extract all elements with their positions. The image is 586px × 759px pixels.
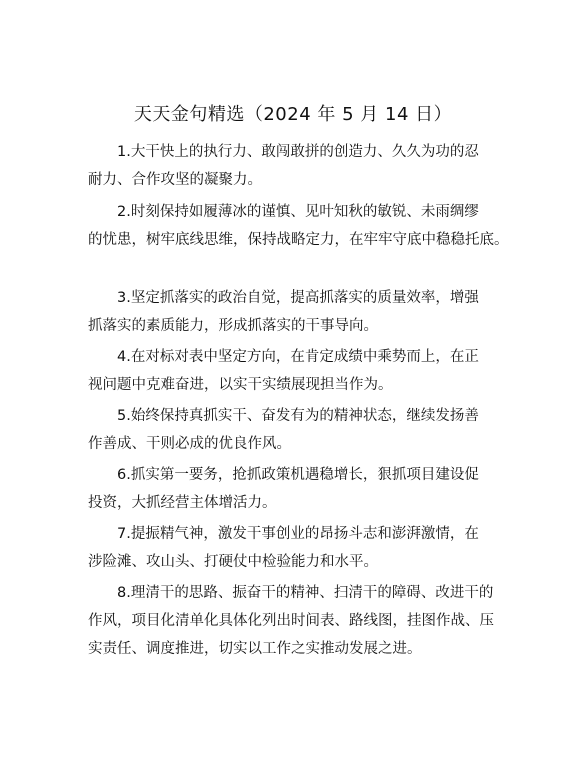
paragraph-line: 作善成、干则必成的优良作风。 bbox=[88, 436, 291, 452]
paragraph-line: 实责任、调度推进，切实以工作之实推动发展之进。 bbox=[88, 641, 422, 657]
paragraph-6 bbox=[88, 461, 528, 517]
paragraph-line: 6.抓实第一要务，抢抓政策机遇稳增长，狠抓项目建设促 bbox=[117, 467, 479, 483]
paragraph-line: 5.始终保持真抓实干、奋发有为的精神状态，继续发扬善 bbox=[117, 408, 479, 424]
paragraph-4 bbox=[88, 343, 528, 399]
paragraph-line: 4.在对标对表中坚定方向，在肯定成绩中乘势而上，在正 bbox=[117, 349, 479, 365]
paragraph-line: 3.坚定抓落实的政治自觉，提高抓落实的质量效率，增强 bbox=[117, 290, 479, 306]
paragraph-line: 2.时刻保持如履薄冰的谨慎、见叶知秋的敏锐、未雨绸缪 bbox=[117, 204, 479, 220]
paragraph-8 bbox=[88, 579, 528, 663]
paragraph-5 bbox=[88, 402, 528, 458]
page-title: 天天金句精选（2024 年 5 月 14 日） bbox=[133, 104, 453, 125]
paragraph-line: 1.大干快上的执行力、敢闯敢拼的创造力、久久为功的忍 bbox=[117, 144, 479, 160]
paragraph-line: 耐力、合作攻坚的凝聚力。 bbox=[88, 172, 262, 188]
paragraph-line: 抓落实的素质能力，形成抓落实的干事导向。 bbox=[88, 318, 378, 334]
paragraph-line: 投资，大抓经营主体增活力。 bbox=[88, 495, 277, 511]
paragraph-2 bbox=[88, 198, 528, 254]
paragraph-7 bbox=[88, 520, 528, 576]
paragraph-line: 视问题中克难奋进，以实干实绩展现担当作为。 bbox=[88, 377, 393, 393]
paragraph-line: 作风，项目化清单化具体化列出时间表、路线图，挂图作战、压 bbox=[88, 613, 494, 629]
paragraph-line: 8.理清干的思路、振奋干的精神、扫清干的障碍、改进干的 bbox=[117, 585, 494, 601]
paragraph-1 bbox=[88, 138, 528, 194]
paragraph-line: 涉险滩、攻山头、打硬仗中检验能力和水平。 bbox=[88, 554, 378, 570]
paragraph-line: 7.提振精气神，激发干事创业的昂扬斗志和澎湃激情，在 bbox=[117, 526, 479, 542]
paragraph-line: 的忧患，树牢底线思维，保持战略定力，在牢牢守底中稳稳托底。 bbox=[88, 232, 509, 248]
paragraph-3 bbox=[88, 284, 528, 340]
